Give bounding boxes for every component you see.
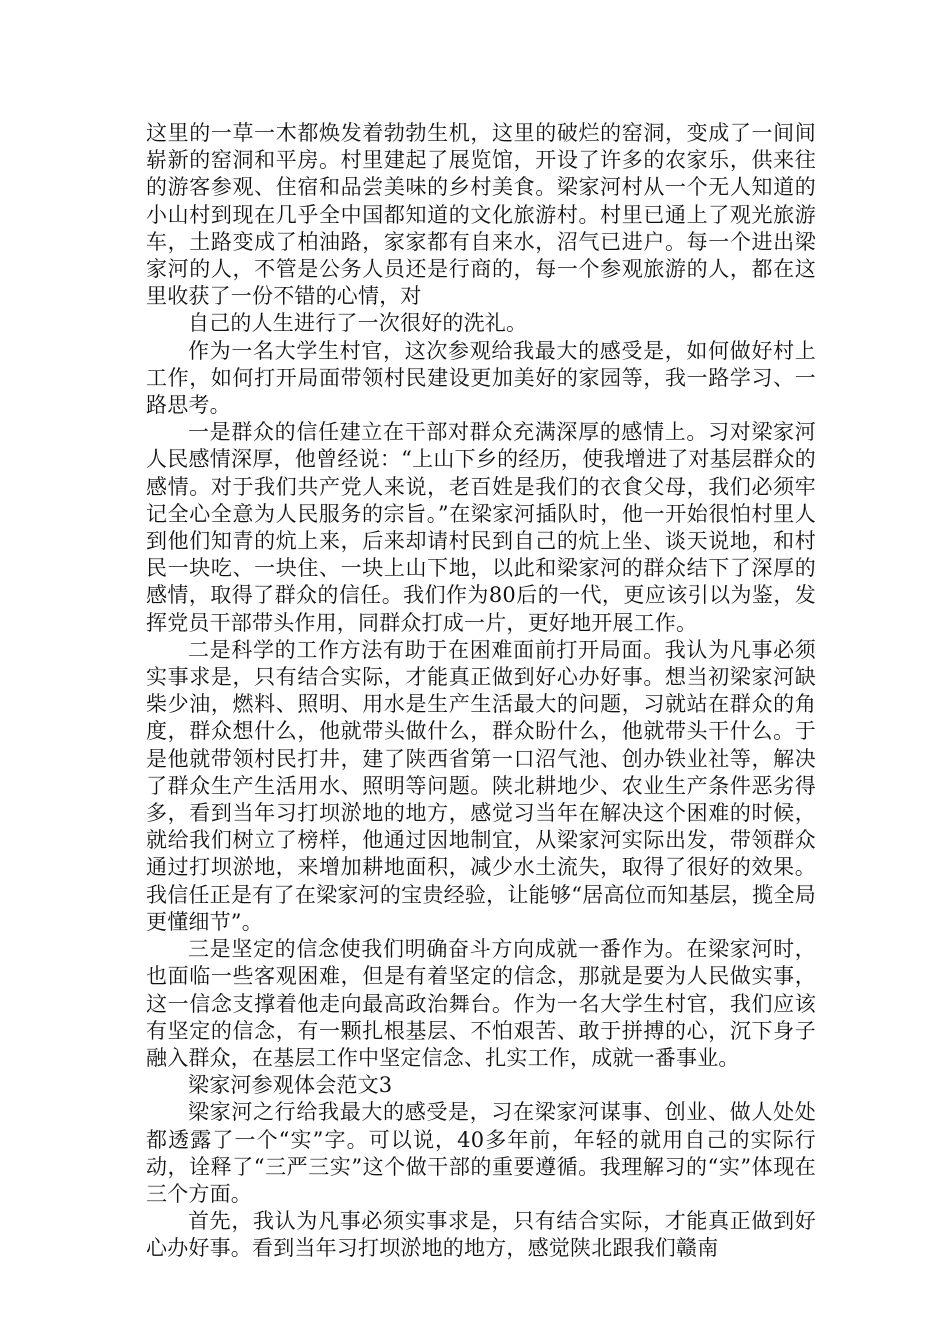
section-heading: 梁家河参观体会范文3 — [188, 1073, 393, 1098]
paragraph-8: 首先，我认为凡事必须实事求是，只有结合实际，才能真正做到好心办好事。看到当年习打坝淤地的地方，感觉陕北跟我们赣南 — [146, 1209, 816, 1261]
document-body — [146, 120, 816, 1263]
paragraph-5: 二是科学的工作方法有助于在困难面前打开局面。我认为凡事必须实事求是，只有结合实际，才能真正做到好心办好事。想当初梁家河缺柴少油，燃料、照明、用水是生产生活最大的问题，习就站在群众的角度，群众想什么，他就带头做什么，群众盼什么，他就带头干什么。于是他就带领村民打井，建了陕西省第一口沼气池、创办铁业社等，解决了群众生产生活用水、照明等问题。陕北耕地少、农业生产条件恶劣得多，看到当年习打坝淤地的地方，感觉习当年在解决这个困难的时候，就给我们树立了榜样，他通过因地制宜，从梁家河实际出发，带领群众通过打坝淤地，来增加耕地面积，减少水土流失，取得了很好的效果。我信任正是有了在梁家河的宝贵经验，让能够“居高位而知基层，揽全局更懂细节”。 — [146, 637, 816, 934]
paragraph-3: 作为一名大学生村官，这次参观给我最大的感受是，如何做好村上工作，如何打开局面带领村民建设更加美好的家园等，我一路学习、一路思考。 — [146, 338, 816, 418]
paragraph-6: 三是坚定的信念使我们明确奋斗方向成就一番作为。在梁家河时，也面临一些客观困难，但是有着坚定的信念，那就是要为人民做实事，这一信念支撑着他走向最高政治舞台。作为一名大学生村官，我们应该有坚定的信念，有一颗扎根基层、不怕艰苦、敢于拼搏的心，沉下身子融入群众，在基层工作中坚定信念、扎实工作，成就一番事业。 — [146, 937, 816, 1070]
paragraph-4: 一是群众的信任建立在干部对群众充满深厚的感情上。习对梁家河人民感情深厚，他曾经说：“上山下乡的经历，使我增进了对基层群众的感情。对于我们共产党人来说，老百姓是我们的衣食父母，我们必须牢记全心全意为人民服务的宗旨。”在梁家河插队时，他一开始很怕村里人到他们知青的炕上来，后来却请村民到自己的炕上坐、谈天说地，和村民一块吃、一块住、一块上山下地，以此和梁家河的群众结下了深厚的感情，取得了群众的信任。我们作为80后的一代，更应该引以为鉴，发挥党员干部带头作用，同群众打成一片，更好地开展工作。 — [146, 420, 816, 635]
paragraph-7: 梁家河之行给我最大的感受是，习在梁家河谋事、创业、做人处处都透露了一个“实”字。可以说，40多年前，年轻的就用自己的实际行动，诠释了“三严三实”这个做干部的重要遵循。我理解习的“实”体现在三个方面。 — [146, 1100, 816, 1206]
paragraph-2: 自己的人生进行了一次很好的洗礼。 — [188, 311, 528, 336]
paragraph-1: 这里的一草一木都焕发着勃勃生机，这里的破烂的窑洞，变成了一间间崭新的窑洞和平房。村里建起了展览馆，开设了许多的农家乐，供来往的游客参观、住宿和品尝美味的乡村美食。梁家河村从一个无人知道的小山村到现在几乎全中国都知道的文化旅游村。村里已通上了观光旅游车，土路变成了柏油路，家家都有自来水，沼气已进户。每一个进出梁家河的人，不管是公务人员还是行商的，每一个参观旅游的人，都在这里收获了一份不错的心情，对 — [146, 121, 816, 309]
